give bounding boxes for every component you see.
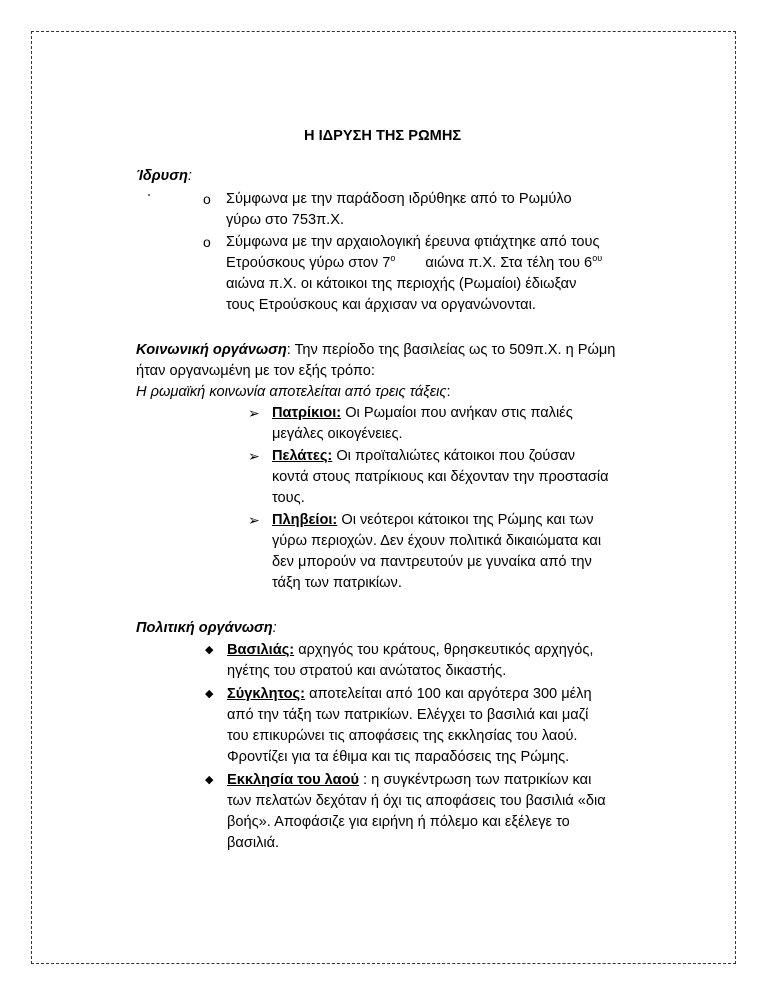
synklitos-desc: αποτελείται από 100 και αργότερα 300 μέλη <box>305 686 592 702</box>
idrysi-b2-line2 <box>226 253 602 274</box>
superscript-o: ο <box>390 253 396 264</box>
koinoniki-line3 <box>136 382 451 403</box>
plebeioi-desc: Οι νεότεροι κάτοικοι της Ρώμης και των <box>337 512 594 528</box>
koinoniki-heading: Κοινωνική οργάνωση <box>136 342 287 358</box>
superscript-ou: ου <box>592 253 603 264</box>
plebeioi-line3: δεν μπορούν να παντρευτούν με γυναίκα από την <box>272 554 592 570</box>
idrysi-b2-line1: Σύμφωνα με την αρχαιολογική έρευνα φτιάχτηκε από τους <box>226 234 600 250</box>
patrikioi-desc: Οι Ρωμαίοι που ανήκαν στις παλιές <box>341 405 573 421</box>
arrow-bullet-icon: ➢ <box>248 512 260 528</box>
synklitos-line1 <box>227 684 592 705</box>
patrikioi-line2: μεγάλες οικογένειες. <box>272 426 403 442</box>
vasilias-desc: αρχηγός του κράτους, θρησκευτικός αρχηγός, <box>294 642 594 658</box>
plebeioi-term: Πληβείοι: <box>272 512 338 528</box>
koinoniki-line2: ήταν οργανωμένη με τον εξής τρόπο: <box>136 363 375 379</box>
synklitos-line3: του επικυρώνει τις αποφάσεις της εκκλησίας του λαού. <box>227 728 578 744</box>
idrysi-b1-line2: γύρω στο 753π.Χ. <box>226 212 345 228</box>
ekklisia-line3: βοής». Αποφάσιζε για ειρήνη ή πόλεμο και εξέλεγε το <box>227 814 570 830</box>
idrysi-b2-line2-a: Ετρούσκους γύρω στον 7 <box>226 255 391 271</box>
stray-dot <box>148 194 150 196</box>
plebeioi-line1 <box>272 510 594 531</box>
vasilias-line2: ηγέτης του στρατού και ανώτατος δικαστής. <box>227 663 507 679</box>
page-title: Η ΙΔΡΥΣΗ ΤΗΣ ΡΩΜΗΣ <box>304 128 462 144</box>
politiki-heading-line <box>136 618 277 639</box>
ekklisia-desc: : η συγκέντρωση των πατρικίων και <box>359 772 592 788</box>
synklitos-line4: Φροντίζει για τα έθιμα και τις παραδόσεις της Ρώμης. <box>227 749 570 765</box>
ekklisia-term: Εκκλησία του λαού <box>227 772 359 788</box>
ekklisia-line4: βασιλιά. <box>227 835 280 851</box>
idrysi-heading-line <box>136 166 192 187</box>
koinoniki-line1-rest: : Την περίοδο της βασιλείας ως το 509π.Χ. η Ρώμη <box>286 342 616 358</box>
patrikioi-line1 <box>272 403 573 424</box>
idrysi-b1-line1: Σύμφωνα με την παράδοση ιδρύθηκε από το Ρωμύλο <box>226 191 572 207</box>
koinoniki-line3-colon: : <box>446 384 451 400</box>
pelates-term: Πελάτες: <box>272 448 333 464</box>
pelates-line1 <box>272 446 575 467</box>
idrysi-heading: Ίδρυση <box>136 168 188 184</box>
patrikioi-term: Πατρίκιοι: <box>272 405 342 421</box>
politiki-colon: : <box>272 620 277 636</box>
arrow-bullet-icon: ➢ <box>248 448 260 464</box>
idrysi-colon: : <box>187 168 192 184</box>
vasilias-line1 <box>227 640 593 661</box>
diamond-bullet-icon: ◆ <box>205 644 214 656</box>
ekklisia-line1 <box>227 770 591 791</box>
synklitos-line2: από την τάξη των πατρικίων. Ελέγχει το βασιλιά και μαζί <box>227 707 589 723</box>
idrysi-b2-line2-b: αιώνα π.Χ. Στα τέλη του 6 <box>425 255 593 271</box>
plebeioi-line4: τάξη των πατρικίων. <box>272 575 402 591</box>
politiki-heading: Πολιτική οργάνωση <box>136 620 273 636</box>
idrysi-b2-line4: τους Ετρούσκους και άρχισαν να οργανώνονται. <box>226 297 536 313</box>
koinoniki-line1 <box>136 340 615 361</box>
pelates-desc: Οι προϊταλιώτες κάτοικοι που ζούσαν <box>332 448 576 464</box>
plebeioi-line2: γύρω περιοχών. Δεν έχουν πολιτικά δικαιώματα και <box>272 533 602 549</box>
vasilias-term: Βασιλιάς: <box>227 642 295 658</box>
circle-bullet-icon: o <box>203 191 211 207</box>
idrysi-b2-line3: αιώνα π.Χ. οι κάτοικοι της περιοχής (Ρωμαίοι) έδιωξαν <box>226 276 577 292</box>
synklitos-term: Σύγκλητος: <box>227 686 306 702</box>
diamond-bullet-icon: ◆ <box>205 774 214 786</box>
circle-bullet-icon: o <box>203 234 211 250</box>
diamond-bullet-icon: ◆ <box>205 688 214 700</box>
pelates-line2: κοντά στους πατρίκιους και δέχονταν την προστασία <box>272 469 609 485</box>
arrow-bullet-icon: ➢ <box>248 405 260 421</box>
ekklisia-line2: των πελατών δεχόταν ή όχι τις αποφάσεις του βασιλιά «δια <box>227 793 606 809</box>
koinoniki-line3-italic: Η ρωμαϊκή κοινωνία αποτελείται από τρεις τάξεις <box>136 384 447 400</box>
pelates-line3: τους. <box>272 490 305 506</box>
